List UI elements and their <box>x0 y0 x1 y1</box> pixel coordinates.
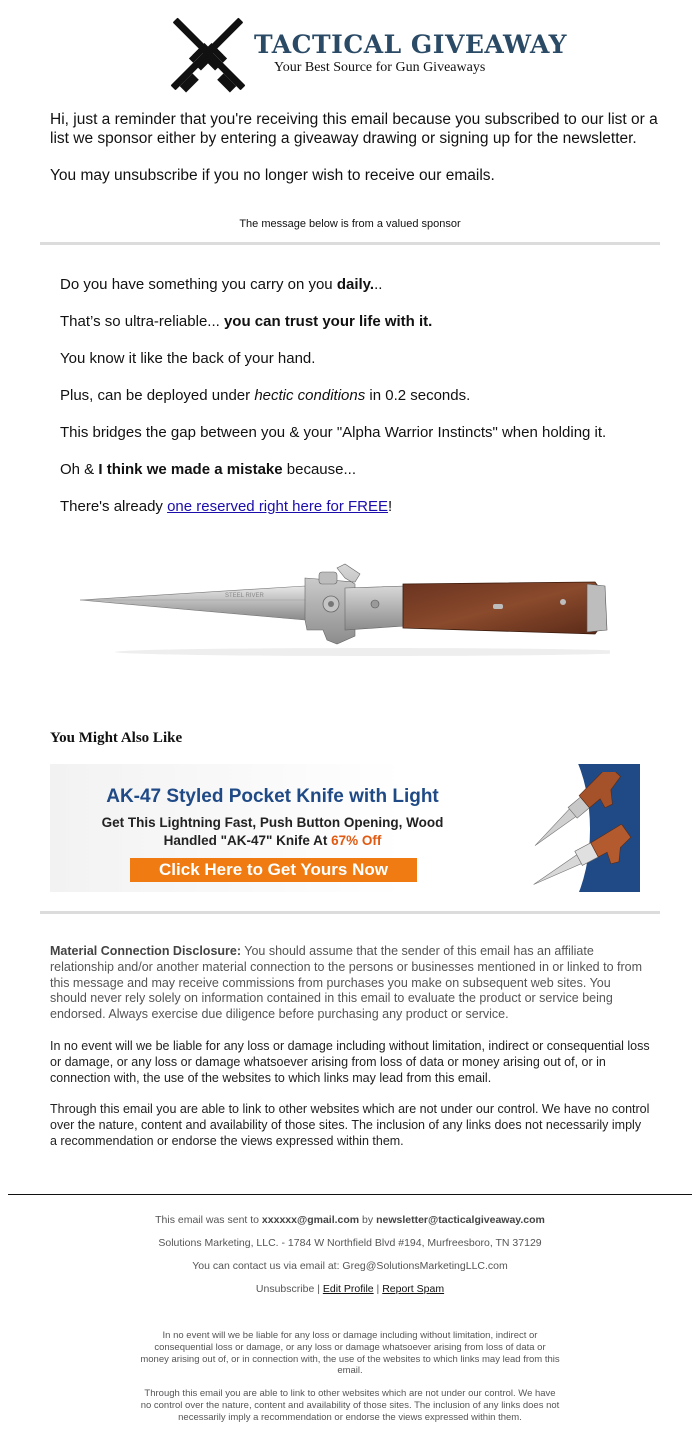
divider <box>40 911 660 914</box>
link-separator: | <box>373 1283 383 1295</box>
footer <box>0 1213 700 1305</box>
knife-brand-etch: STEEL RIVER <box>225 593 264 599</box>
pitch-text: Do you have something you carry on you <box>60 276 337 293</box>
pitch-bold: daily. <box>336 276 375 293</box>
intro <box>50 110 660 185</box>
disclosure-paragraph <box>50 944 650 1023</box>
brand-tagline: Your Best Source for Gun Giveaways <box>274 60 486 75</box>
footer-links <box>0 1282 700 1305</box>
pitch-line: You know it like the back of your hand. <box>60 350 316 367</box>
disclosure-text: You should assume that the sender of this email has an affiliate relationship and/or another material connection to the persons or businesses mentioned in or linked to from this message and may receive commissions from purchases you make on subsequent web sites. You should never rely solely on information contained in this email to evaluate the product or service being endorsed. Always exercise due diligence before purchasing any product or service. <box>50 944 643 1022</box>
discount-percent: 67% Off <box>331 833 382 848</box>
also-like-heading: You Might Also Like <box>50 730 183 746</box>
pitch-italic: hectic conditions <box>254 387 366 404</box>
free-offer-link[interactable]: one reserved right here for FREE <box>167 498 389 515</box>
promo-sub-text: Handled "AK-47" Knife At <box>163 833 332 848</box>
pitch-line <box>60 498 640 516</box>
ak47-knife-promo-banner[interactable] <box>50 764 640 892</box>
subscription-reminder: Hi, just a reminder that you're receiving this email because you subscribed to our list or a list we sponsor either by entering a giveaway drawing or signing up for the newsletter. <box>50 111 658 147</box>
header <box>0 0 700 100</box>
stiletto-knife-image[interactable] <box>75 560 610 660</box>
sponsor-message <box>60 276 640 535</box>
promo-sub-line2 <box>50 832 495 850</box>
pitch-text: There's already <box>60 498 168 515</box>
pitch-bold: I think we made a mistake <box>98 461 283 478</box>
contact-line: You can contact us via email at: Greg@SolutionsMarketingLLC.com <box>192 1260 508 1272</box>
material-disclosure <box>50 944 650 1166</box>
edit-profile-link[interactable]: Edit Profile <box>322 1283 374 1295</box>
footer-divider <box>8 1194 692 1195</box>
pitch-line <box>60 387 640 405</box>
fine-print-links: Through this email you are able to link to other websites which are not under our control. We have no control over the nature, content and availability of those sites. The inclusion of any links does not necessarily imply a recommendation or endorse the views expressed within them. <box>140 1388 560 1423</box>
recipient-email: xxxxxx@gmail.com <box>261 1214 360 1226</box>
promo-sub-line1: Get This Lightning Fast, Push Button Opening, Wood <box>101 815 444 830</box>
pitch-line <box>60 461 640 479</box>
get-yours-button[interactable]: Click Here to Get Yours Now <box>130 858 417 882</box>
report-spam-link[interactable]: Report Spam <box>382 1283 445 1295</box>
brand-title: TACTICAL GIVEAWAY <box>254 30 568 59</box>
disclosure-label: Material Connection Disclosure: <box>50 944 242 958</box>
pitch-line: This bridges the gap between you & your "Alpha Warrior Instincts" when holding it. <box>60 424 607 441</box>
company-address: Solutions Marketing, LLC. - 1784 W Northfield Blvd #194, Murfreesboro, TN 37129 <box>158 1237 542 1249</box>
pitch-text: Plus, can be deployed under <box>60 387 255 404</box>
sponsor-note: The message below is from a valued sponsor <box>239 218 461 230</box>
pitch-text: ! <box>388 498 393 515</box>
crossed-rifles-icon <box>158 12 258 98</box>
link-separator: | <box>314 1283 323 1295</box>
unsubscribe-note: You may unsubscribe if you no longer wish to receive our emails. <box>50 167 495 184</box>
footer-fine-print <box>140 1330 560 1435</box>
pitch-line <box>60 276 640 294</box>
pitch-text: in 0.2 seconds. <box>365 387 471 404</box>
footer-text: by <box>359 1214 377 1226</box>
sender-email: newsletter@tacticalgiveaway.com <box>376 1214 545 1226</box>
liability-paragraph: In no event will we be liable for any loss or damage including without limitation, indirect or consequential loss or damage, or any loss or damage whatsoever arising from loss of data or money arising out of, or in connection with, the use of the websites to which links may lead from this email. <box>50 1038 650 1085</box>
promo-subtitle <box>50 814 495 850</box>
pitch-line <box>60 313 640 331</box>
promo-title: AK-47 Styled Pocket Knife with Light <box>106 786 439 807</box>
external-links-paragraph: Through this email you are able to link to other websites which are not under our control. We have no control over the nature, content and availability of those sites. The inclusion of any links does not necessarily imply a recommendation or endorse the views expressed within them. <box>50 1102 650 1148</box>
pitch-text: Oh & <box>60 461 99 478</box>
divider <box>40 242 660 245</box>
pitch-bold: you can trust your life with it. <box>223 313 433 330</box>
fine-print-liability: In no event will we be liable for any loss or damage including without limitation, indirect or consequential loss or damage, or any loss or damage whatsoever arising from loss of data or money arising out of, or in connection with, the use of the websites to which links may lead from this email. <box>140 1330 560 1377</box>
unsubscribe-link[interactable]: Unsubscribe <box>255 1283 315 1295</box>
pitch-text: .. <box>374 276 383 293</box>
footer-text: This email was sent to <box>155 1214 262 1226</box>
pitch-text: That’s so ultra-reliable... <box>60 313 224 330</box>
sent-to-line <box>0 1213 700 1236</box>
ak47-knives-image <box>512 772 636 888</box>
pitch-text: because... <box>282 461 356 478</box>
